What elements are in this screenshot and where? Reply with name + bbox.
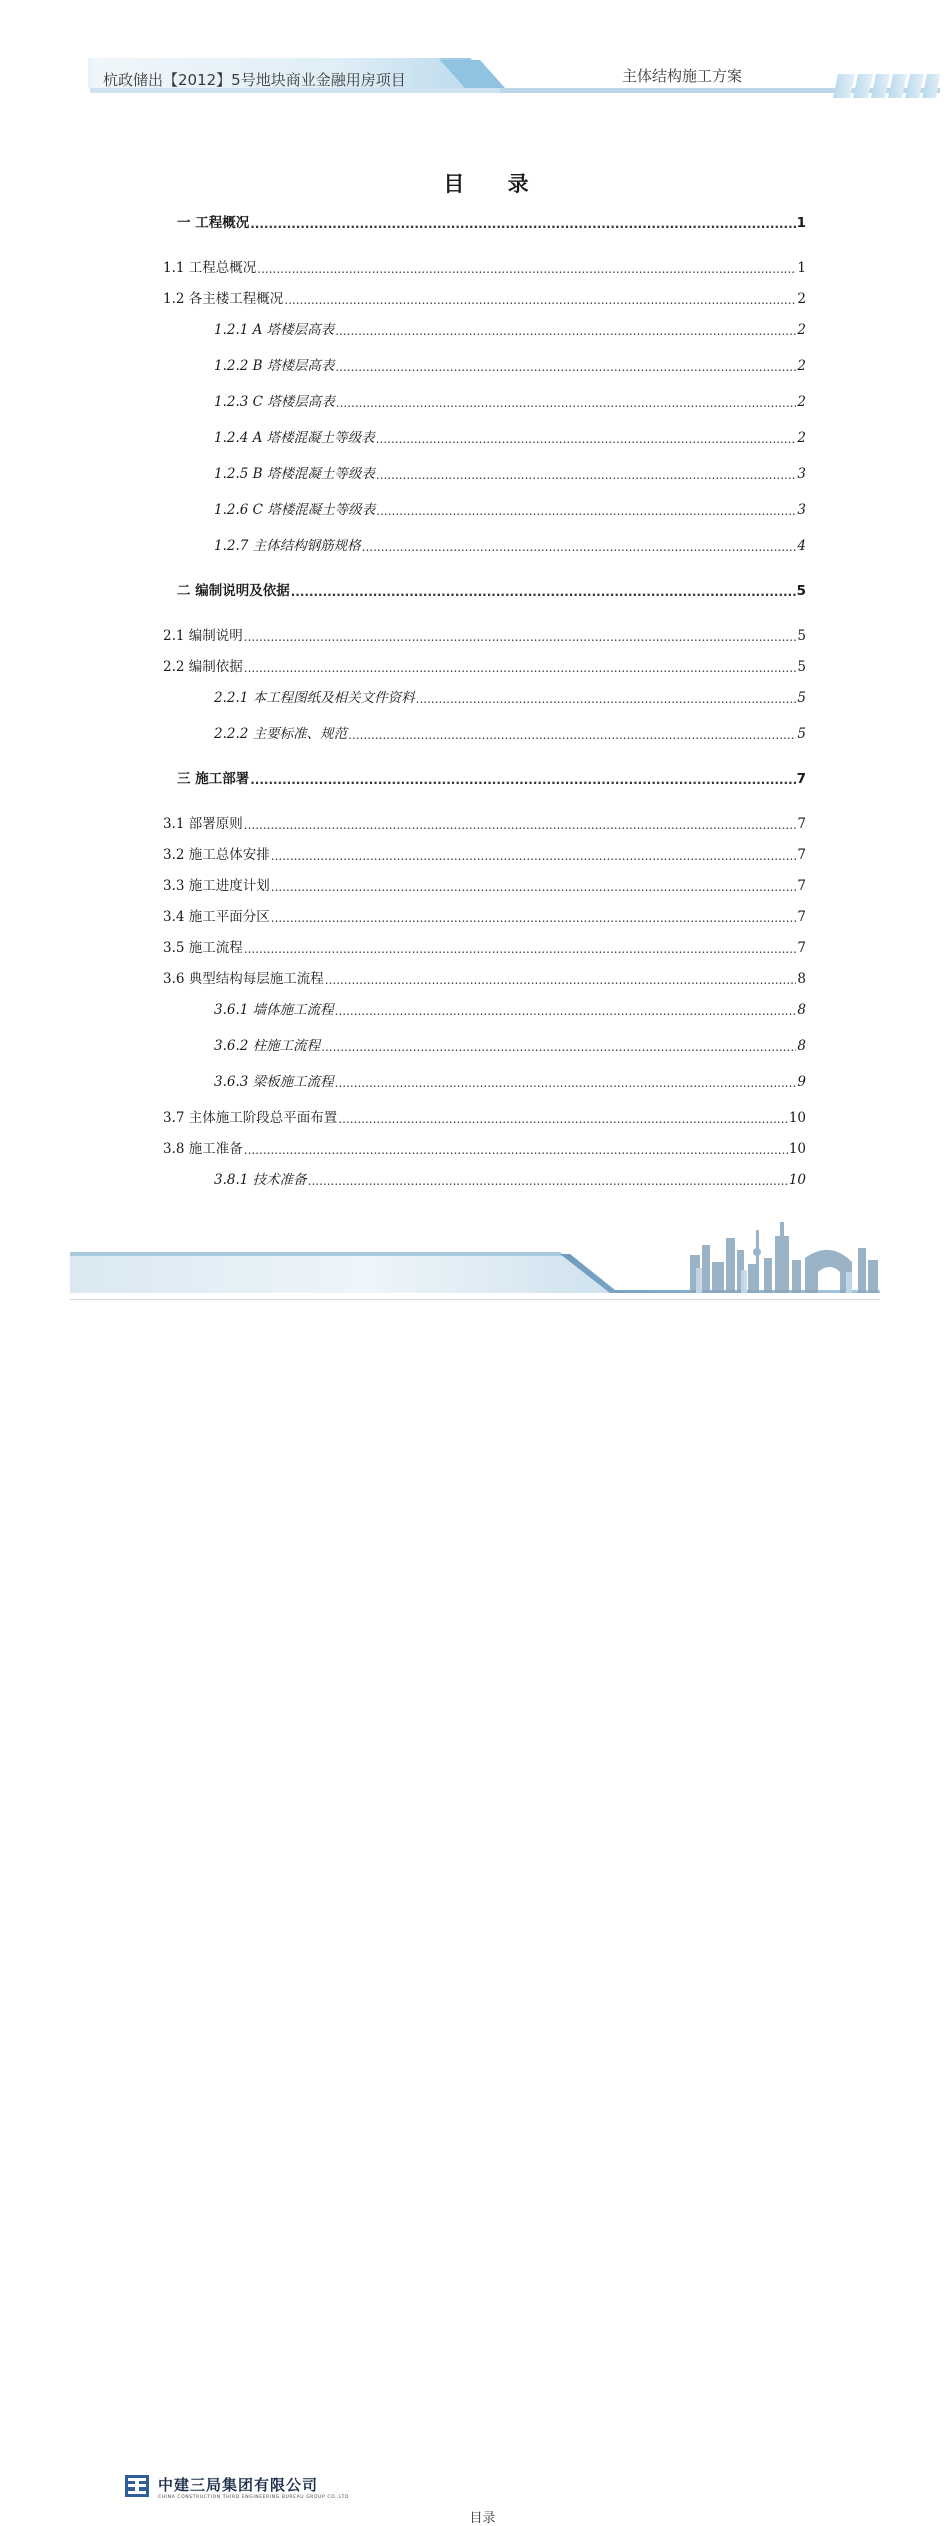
toc-entry[interactable] (214, 498, 806, 518)
toc-entry[interactable] (163, 812, 806, 832)
toc-leader-dots (376, 432, 797, 446)
toc-entry-page: 8 (797, 971, 806, 987)
toc-entry-label: 3.7 主体施工阶段总平面布置 (163, 1110, 338, 1126)
toc-entry-page: 7 (797, 847, 806, 863)
toc-entry-page: 5 (797, 690, 806, 706)
toc-entry-label: 一 工程概况 (177, 215, 250, 231)
toc-entry-page: 8 (797, 1002, 806, 1018)
toc-entry-label: 2.1 编制说明 (163, 628, 243, 644)
toc-entry-page: 2 (797, 358, 806, 374)
toc-entry[interactable] (214, 318, 806, 338)
toc-entry-page: 8 (797, 1038, 806, 1054)
header-decorative-band (0, 0, 950, 110)
toc-entry[interactable] (214, 354, 806, 374)
toc-entry[interactable] (163, 843, 806, 863)
toc-entry-label: 1.2.4 A 塔楼混凝土等级表 (214, 430, 375, 446)
toc-leader-dots (271, 911, 797, 925)
toc-entry-label: 三 施工部署 (177, 771, 250, 787)
company-name-cn: 中建三局集团有限公司 (158, 2476, 319, 2494)
toc-entry-label: 1.2.6 C 塔楼混凝土等级表 (214, 502, 376, 518)
toc-entry-label: 3.6.1 墙体施工流程 (214, 1002, 334, 1018)
toc-entry[interactable] (163, 287, 806, 307)
toc-entry-page: 10 (788, 1172, 806, 1188)
toc-leader-dots (335, 1076, 797, 1090)
page-footer (0, 1210, 950, 2526)
footer-page-label: 目录 (469, 2511, 496, 2526)
toc-leader-dots (335, 1004, 797, 1018)
toc-entry-page: 2 (797, 394, 806, 410)
toc-leader-dots (321, 1040, 796, 1054)
toc-entry[interactable] (214, 462, 806, 482)
toc-entry[interactable] (214, 390, 806, 410)
toc-entry-label: 3.8 施工准备 (163, 1141, 243, 1157)
toc-entry-label: 3.2 施工总体安排 (163, 847, 270, 863)
toc-leader-dots (335, 360, 796, 374)
toc-leader-dots (271, 849, 797, 863)
toc-entry-page: 4 (797, 538, 806, 554)
toc-entry[interactable] (214, 722, 806, 742)
toc-entry-label: 3.4 施工平面分区 (163, 909, 270, 925)
toc-leader-dots (284, 293, 796, 307)
toc-leader-dots (325, 973, 797, 987)
toc-entry-page: 5 (797, 628, 806, 644)
toc-entry-label: 3.6.3 梁板施工流程 (214, 1074, 334, 1090)
toc-entry-page: 2 (797, 430, 806, 446)
toc-leader-dots (376, 504, 796, 518)
toc-entry-label: 1.2.2 B 塔楼层高表 (214, 358, 335, 374)
footer-decorative-band (0, 1210, 950, 1344)
toc-entry-label: 2.2.1 本工程图纸及相关文件资料 (214, 690, 415, 706)
toc-entry-page: 5 (796, 583, 806, 599)
toc-entry-page: 1 (796, 215, 806, 231)
toc-entry-label: 1.2 各主楼工程概况 (163, 291, 284, 307)
toc-leader-dots (362, 540, 797, 554)
toc-leader-dots (376, 468, 797, 482)
toc-entry[interactable] (163, 655, 806, 675)
header-project-name: 杭政储出【2012】5号地块商业金融用房项目 (103, 71, 406, 89)
toc-entry-page: 10 (788, 1110, 806, 1126)
toc-entry-page: 3 (797, 502, 806, 518)
toc-entry-page: 5 (797, 726, 806, 742)
toc-entry-page: 7 (797, 878, 806, 894)
toc-entry[interactable] (214, 686, 806, 706)
toc-leader-dots (335, 324, 796, 338)
toc-entry[interactable] (177, 211, 806, 231)
toc-entry[interactable] (214, 534, 806, 554)
toc-leader-dots (291, 585, 796, 599)
toc-leader-dots (244, 630, 797, 644)
toc-leader-dots (244, 942, 797, 956)
toc-entry-label: 2.2.2 主要标准、规范 (214, 726, 348, 742)
toc-entry-page: 1 (797, 260, 806, 276)
toc-entry-page: 10 (788, 1141, 806, 1157)
toc-entry[interactable] (214, 1168, 806, 1188)
toc-entry[interactable] (163, 874, 806, 894)
toc-entry-page: 2 (797, 322, 806, 338)
toc-leader-dots (338, 1112, 788, 1126)
toc-entry-label: 1.2.5 B 塔楼混凝土等级表 (214, 466, 375, 482)
toc-entry-label: 1.2.3 C 塔楼层高表 (214, 394, 335, 410)
company-name-en: CHINA CONSTRUCTION THIRD ENGINEERING BUREAU GROUP CO.,LTD (158, 2495, 350, 2500)
toc-entry[interactable] (163, 624, 806, 644)
toc-entry-label: 二 编制说明及依据 (177, 583, 290, 599)
toc-entry-page: 7 (796, 771, 806, 787)
company-logo-icon (125, 2475, 149, 2497)
toc-entry[interactable] (214, 998, 806, 1018)
toc-entry-label: 3.6 典型结构每层施工流程 (163, 971, 324, 987)
toc-leader-dots (250, 217, 795, 231)
toc-leader-dots (308, 1174, 788, 1188)
toc-entry-label: 1.2.7 主体结构钢筋规格 (214, 538, 361, 554)
toc-entry[interactable] (163, 936, 806, 956)
toc-entry[interactable] (214, 1070, 806, 1090)
toc-entry-page: 5 (797, 659, 806, 675)
toc-entry-label: 3.5 施工流程 (163, 940, 243, 956)
toc-entry-label: 2.2 编制依据 (163, 659, 243, 675)
toc-entry-page: 7 (797, 940, 806, 956)
toc-entry[interactable] (163, 905, 806, 925)
toc-title: 目 录 (443, 172, 547, 196)
toc-leader-dots (257, 262, 796, 276)
toc-entry-label: 3.6.2 柱施工流程 (214, 1038, 321, 1054)
header-document-title: 主体结构施工方案 (622, 67, 743, 85)
toc-leader-dots (244, 818, 797, 832)
toc-leader-dots (416, 692, 797, 706)
toc-entry-page: 7 (797, 816, 806, 832)
toc-leader-dots (348, 728, 796, 742)
page-header (0, 0, 950, 110)
toc-entry[interactable] (163, 256, 806, 276)
toc-entry-page: 2 (797, 291, 806, 307)
toc-leader-dots (244, 1143, 788, 1157)
toc-entry-label: 3.8.1 技术准备 (214, 1172, 307, 1188)
toc-entry[interactable] (214, 426, 806, 446)
toc-entry[interactable] (214, 1034, 806, 1054)
toc-leader-dots (336, 396, 797, 410)
toc-entry[interactable] (177, 767, 806, 787)
toc-entry[interactable] (177, 579, 806, 599)
toc-leader-dots (244, 661, 797, 675)
toc-entry-label: 1.1 工程总概况 (163, 260, 257, 276)
toc-entry-page: 9 (797, 1074, 806, 1090)
toc-entry-page: 7 (797, 909, 806, 925)
toc-entry[interactable] (163, 967, 806, 987)
toc-entry-label: 3.3 施工进度计划 (163, 878, 270, 894)
toc-entry-label: 1.2.1 A 塔楼层高表 (214, 322, 335, 338)
toc-entry-page: 3 (797, 466, 806, 482)
toc-entry[interactable] (163, 1106, 806, 1126)
toc-entry[interactable] (163, 1137, 806, 1157)
toc-leader-dots (271, 880, 797, 894)
toc-leader-dots (250, 773, 795, 787)
toc-entry-label: 3.1 部署原则 (163, 816, 243, 832)
